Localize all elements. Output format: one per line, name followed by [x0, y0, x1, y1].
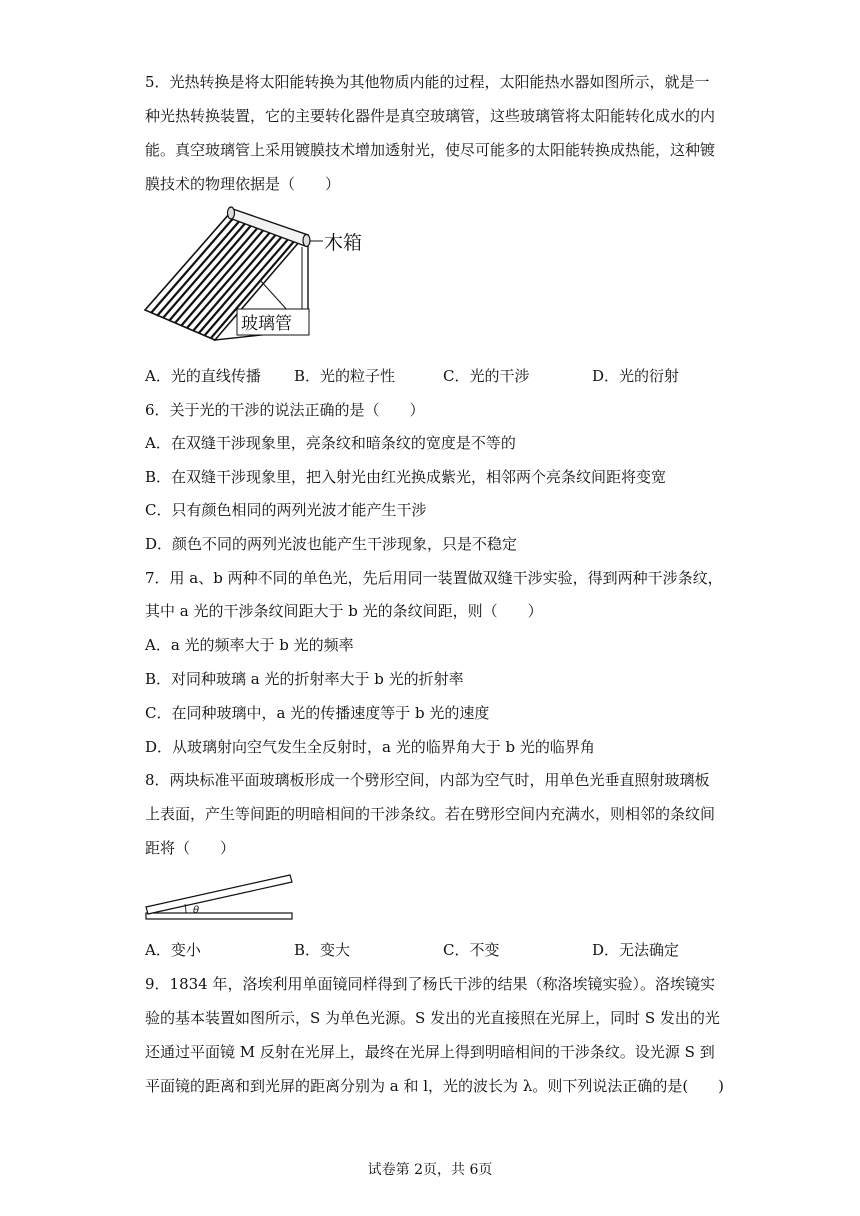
q7-option-b[interactable]: B．对同种玻璃 a 光的折射率大于 b 光的折射率 [145, 670, 464, 688]
glass-tube-label: 玻璃管 [241, 314, 292, 334]
q6-option-c[interactable]: C．只有颜色相同的两列光波才能产生干涉 [145, 501, 427, 519]
theta-label: θ [193, 905, 200, 916]
q6-option-a[interactable]: A．在双缝干涉现象里，亮条纹和暗条纹的宽度是不等的 [145, 434, 516, 452]
q7-stem-line-2: 其中 a 光的干涉条纹间距大于 b 光的条纹间距，则（ ） [145, 602, 543, 620]
q9-stem-line-1: 9．1834 年，洛埃利用单面镜同样得到了杨氏干涉的结果（称洛埃镜实验）。洛埃镜实 [145, 975, 715, 993]
q6-stem: 6．关于光的干涉的说法正确的是（ ） [145, 401, 425, 419]
q8-stem-line-3: 距将（ ） [145, 839, 236, 857]
q8-options [145, 940, 745, 960]
q9-stem-line-4: 平面镜的距离和到光屏的距离分别为 a 和 l，光的波长为 λ。则下列说法正确的是( ) [145, 1077, 725, 1095]
q7-option-d[interactable]: D．从玻璃射向空气发生全反射时，a 光的临界角大于 b 光的临界角 [145, 738, 595, 756]
q8-stem-line-1: 8．两块标准平面玻璃板形成一个劈形空间，内部为空气时，用单色光垂直照射玻璃板 [145, 771, 710, 789]
q5-stem-line-3: 能。真空玻璃管上采用镀膜技术增加透射光，使尽可能多的太阳能转换成热能，这种镀 [145, 141, 716, 159]
q5-option-a[interactable]: A．光的直线传播 [145, 367, 261, 385]
q7-stem-line-1: 7．用 a、b 两种不同的单色光，先后用同一装置做双缝干涉实验，得到两种干涉条纹， [145, 569, 723, 587]
q8-option-d[interactable]: D．无法确定 [592, 941, 680, 959]
q6-option-b[interactable]: B．在双缝干涉现象里，把入射光由红光换成紫光，相邻两个亮条纹间距将变宽 [145, 468, 667, 486]
q8-option-a[interactable]: A．变小 [145, 941, 201, 959]
q5-option-b[interactable]: B．光的粒子性 [294, 367, 396, 385]
q5-option-c[interactable]: C．光的干涉 [443, 367, 530, 385]
q8-option-b[interactable]: B．变大 [294, 941, 351, 959]
q8-option-c[interactable]: C．不变 [443, 941, 500, 959]
q5-option-d[interactable]: D．光的衍射 [592, 367, 680, 385]
q8-stem-line-2: 上表面，产生等间距的明暗相间的干涉条纹。若在劈形空间内充满水，则相邻的条纹间 [145, 805, 716, 823]
q6-option-d[interactable]: D．颜色不同的两列光波也能产生干涉现象，只是不稳定 [145, 535, 518, 553]
wedge-glass-figure [142, 870, 302, 926]
q9-stem-line-3: 还通过平面镜 M 反射在光屏上，最终在光屏上得到明暗相间的干涉条纹。设光源 S 到 [145, 1043, 715, 1061]
q5-stem-line-2: 种光热转换装置，它的主要转化器件是真空玻璃管，这些玻璃管将太阳能转化成水的内 [145, 107, 716, 125]
page-footer: 试卷第 2页，共 6页 [367, 1162, 493, 1178]
q5-stem-line-4: 膜技术的物理依据是（ ） [145, 175, 341, 193]
q5-stem-line-1: 5．光热转换是将太阳能转换为其他物质内能的过程，太阳能热水器如图所示，就是一 [145, 73, 710, 91]
q9-stem-line-2: 验的基本装置如图所示，S 为单色光源。S 发出的光直接照在光屏上，同时 S 发出的光 [145, 1009, 720, 1027]
q5-options [145, 366, 745, 386]
q7-option-c[interactable]: C．在同种玻璃中，a 光的传播速度等于 b 光的速度 [145, 704, 490, 722]
wooden-box-label: 木箱 [324, 232, 363, 254]
solar-heater-figure [140, 205, 380, 345]
q7-option-a[interactable]: A．a 光的频率大于 b 光的频率 [145, 636, 354, 654]
